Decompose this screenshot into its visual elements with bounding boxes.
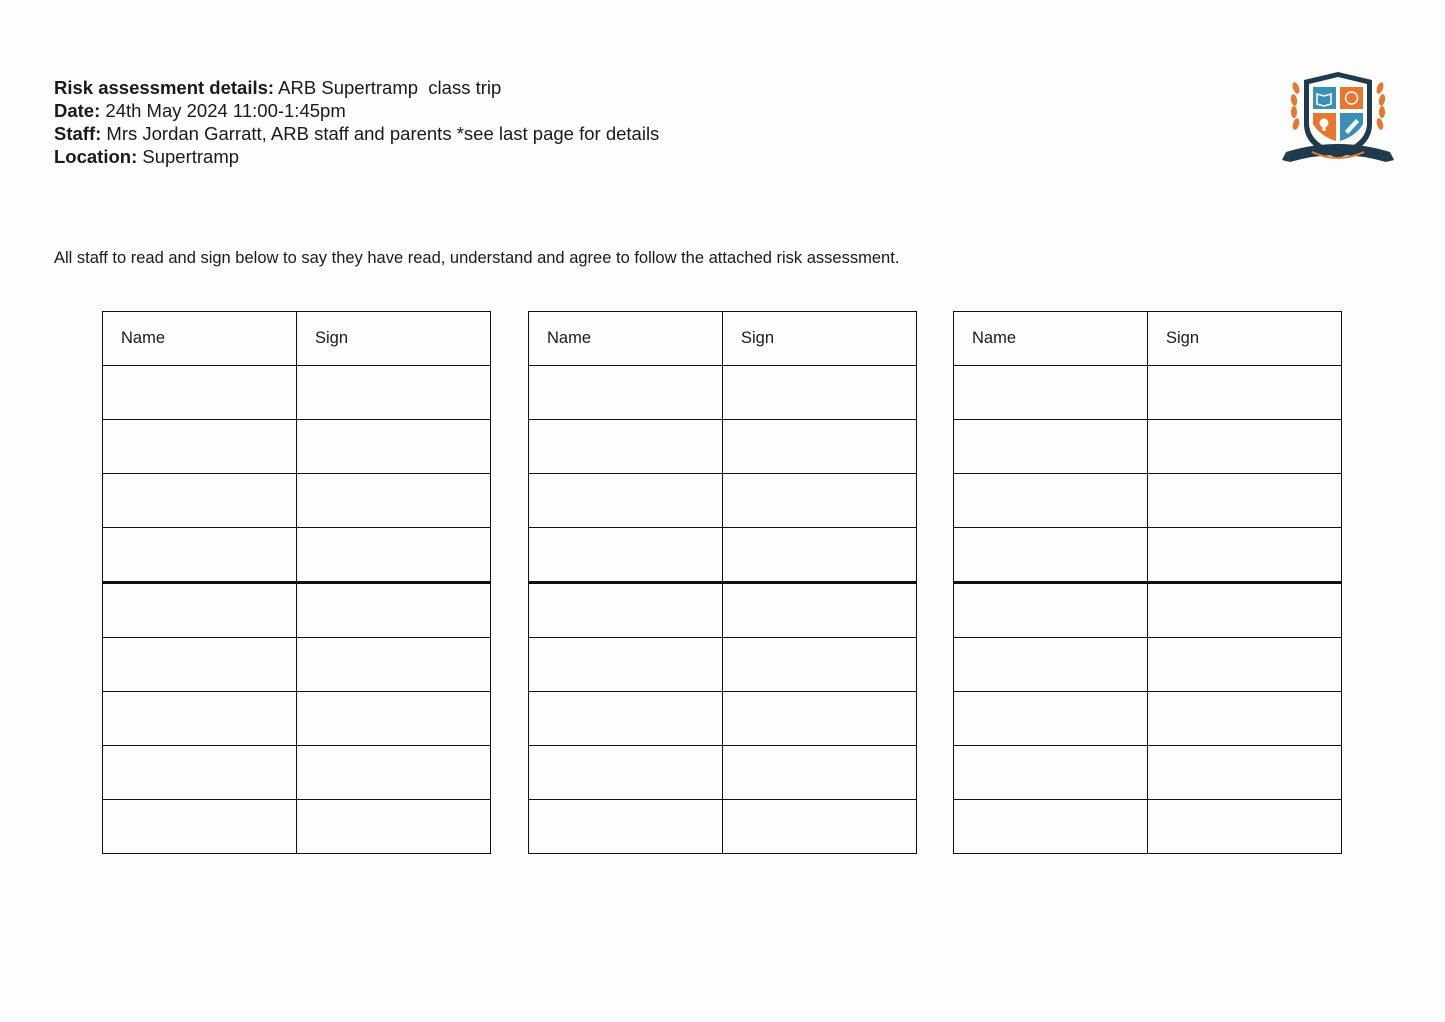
- name-header: Name: [529, 312, 723, 366]
- name-cell[interactable]: [954, 420, 1148, 474]
- name-cell[interactable]: [529, 474, 723, 528]
- location-label: Location:: [54, 146, 138, 167]
- date-value: 24th May 2024 11:00-1:45pm: [100, 100, 346, 121]
- sign-header: Sign: [1148, 312, 1342, 366]
- sign-cell[interactable]: [297, 528, 491, 583]
- name-cell[interactable]: [103, 800, 297, 854]
- name-cell[interactable]: [103, 692, 297, 746]
- sign-cell[interactable]: [723, 474, 917, 528]
- location-value: Supertramp: [137, 146, 240, 167]
- sign-cell[interactable]: [1148, 420, 1342, 474]
- name-header: Name: [954, 312, 1148, 366]
- name-cell[interactable]: [529, 692, 723, 746]
- staff-label: Staff:: [54, 123, 102, 144]
- date-label: Date:: [54, 100, 101, 121]
- assessment-row: [54, 76, 659, 99]
- name-cell[interactable]: [103, 583, 297, 638]
- sign-cell[interactable]: [297, 420, 491, 474]
- sign-cell[interactable]: [723, 692, 917, 746]
- name-cell[interactable]: [954, 528, 1148, 583]
- sign-cell[interactable]: [1148, 583, 1342, 638]
- sign-cell[interactable]: [723, 800, 917, 854]
- name-cell[interactable]: [529, 528, 723, 583]
- name-cell[interactable]: [103, 474, 297, 528]
- sign-cell[interactable]: [1148, 474, 1342, 528]
- sign-header: Sign: [297, 312, 491, 366]
- name-cell[interactable]: [954, 746, 1148, 800]
- name-cell[interactable]: [103, 746, 297, 800]
- staff-row: [54, 122, 659, 145]
- sign-cell[interactable]: [297, 692, 491, 746]
- sign-cell[interactable]: [723, 528, 917, 583]
- sign-cell[interactable]: [297, 800, 491, 854]
- staff-value: Mrs Jordan Garratt, ARB staff and parents *see last page for details: [101, 123, 660, 144]
- instruction-text: All staff to read and sign below to say they have read, understand and agree to follow the attached risk assessment.: [54, 249, 900, 267]
- date-row: [54, 99, 659, 122]
- name-cell[interactable]: [954, 692, 1148, 746]
- name-header: Name: [103, 312, 297, 366]
- sign-cell[interactable]: [723, 583, 917, 638]
- sign-cell[interactable]: [297, 474, 491, 528]
- sign-cell[interactable]: [297, 366, 491, 420]
- sign-cell[interactable]: [1148, 800, 1342, 854]
- sign-cell[interactable]: [297, 638, 491, 692]
- school-crest-icon: [1282, 68, 1394, 170]
- name-cell[interactable]: [529, 583, 723, 638]
- sign-cell[interactable]: [297, 583, 491, 638]
- name-cell[interactable]: [103, 420, 297, 474]
- name-cell[interactable]: [954, 638, 1148, 692]
- name-cell[interactable]: [103, 638, 297, 692]
- sign-cell[interactable]: [723, 420, 917, 474]
- name-cell[interactable]: [954, 474, 1148, 528]
- name-cell[interactable]: [529, 800, 723, 854]
- sign-cell[interactable]: [723, 366, 917, 420]
- sign-cell[interactable]: [1148, 692, 1342, 746]
- sign-cell[interactable]: [1148, 746, 1342, 800]
- assessment-details: [54, 76, 659, 168]
- name-cell[interactable]: [954, 366, 1148, 420]
- sign-cell[interactable]: [723, 638, 917, 692]
- name-cell[interactable]: [954, 583, 1148, 638]
- sign-cell[interactable]: [1148, 638, 1342, 692]
- sign-header: Sign: [723, 312, 917, 366]
- location-row: [54, 145, 659, 168]
- name-cell[interactable]: [529, 746, 723, 800]
- name-cell[interactable]: [954, 800, 1148, 854]
- name-cell[interactable]: [529, 638, 723, 692]
- sign-cell[interactable]: [1148, 528, 1342, 583]
- name-cell[interactable]: [103, 366, 297, 420]
- signature-table-2: [528, 311, 917, 854]
- assessment-label: Risk assessment details:: [54, 77, 275, 98]
- sign-cell[interactable]: [1148, 366, 1342, 420]
- signature-table-1: [102, 311, 491, 854]
- name-cell[interactable]: [529, 366, 723, 420]
- assessment-value: ARB Supertramp class trip: [274, 77, 502, 98]
- name-cell[interactable]: [529, 420, 723, 474]
- name-cell[interactable]: [103, 528, 297, 583]
- sign-cell[interactable]: [723, 746, 917, 800]
- signature-table-3: [953, 311, 1342, 854]
- sign-cell[interactable]: [297, 746, 491, 800]
